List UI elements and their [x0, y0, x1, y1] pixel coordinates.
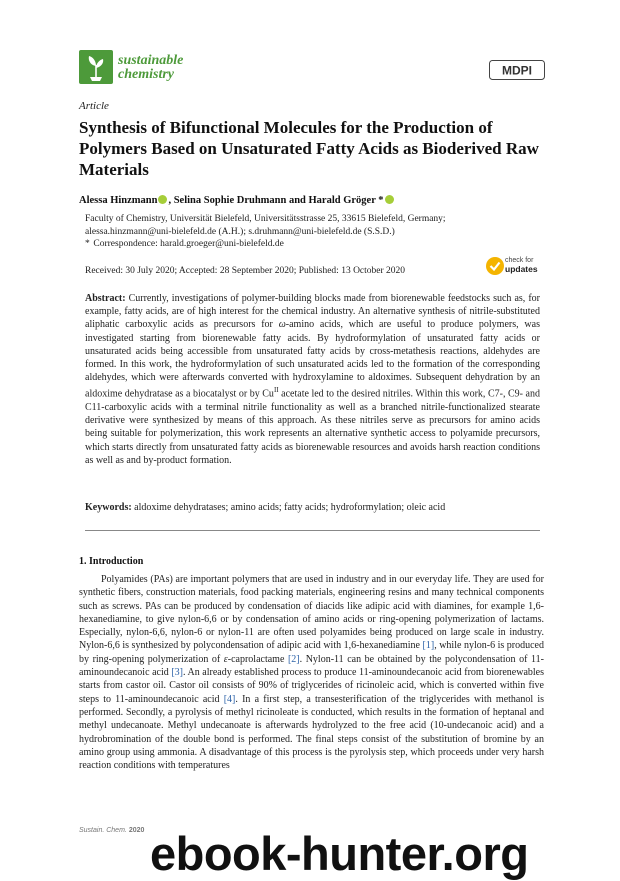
check-for-updates-line2: updates [505, 264, 538, 274]
author-name: Alessa Hinzmann [79, 195, 158, 206]
article-title: Synthesis of Bifunctional Molecules for the Production of Polymers Based on Unsaturated Fatty Acids as Bioderived Raw Materials [79, 118, 539, 179]
affiliation-line: Faculty of Chemistry, Universität Bielefeld, Universitätsstrasse 25, 33615 Bielefeld, Germany; [85, 214, 446, 224]
introduction-paragraph [79, 573, 544, 772]
orcid-icon[interactable] [158, 195, 167, 204]
affiliations [85, 213, 545, 251]
journal-name [118, 54, 258, 82]
orcid-icon[interactable] [385, 195, 394, 204]
author-list [79, 195, 395, 206]
citation-link[interactable]: [1] [422, 640, 435, 652]
footer-year: 2020 [128, 827, 145, 834]
check-for-updates-icon [485, 254, 505, 278]
journal-name-line2: chemistry [118, 67, 174, 82]
body-text: . An already established process to produce 11-aminoundecanoic acid from biorenewables starts from castor oil. Castor oil consists of 90% of triglycerides of ricinoleic acid, which is converted within five steps to 11-aminoundecanoic acid [79, 667, 545, 705]
section-divider [85, 530, 540, 531]
body-text: . Nylon-11 can be obtained by the polycondensation of 11-aminoundecanoic acid [79, 653, 544, 679]
cu-oxidation-state: II [273, 386, 279, 395]
body-text: . In a first step, a transesterification of the triglycerides with methanol is performed. Secondly, a pyrolysis of methyl ricinoleate is conducted, which results in the formation of heptanal and methyl undecanoate. Methyl undecanoate is afterwards hydrolyzed to the free acid (10-undecanoic acid) and a hydrobromination of the double bond is performed. The final steps consist of the substitution of bromine by an amino group using ammonia. A disadvantage of this process is the pyrolysis step, which proceeds under very harsh reaction conditions with temperatures [79, 693, 545, 772]
journal-logo-icon [79, 50, 113, 84]
body-text: -caprolactame [227, 653, 288, 665]
page-footer [79, 827, 144, 834]
citation-link[interactable]: [3] [171, 667, 183, 679]
publisher-name: MDPI [502, 63, 532, 78]
abstract-text: -amino acids, which are useful to produce polymers, was investigated starting from biorenewable fatty acids. By hydroformylation of unsaturated fatty acids or unsaturated acids being accessible from unsaturated fatty acids by cross-metathesis reactions, aldehydes are formed. In this work, the hydroformylation of such unsaturated acids led to the formation of the corresponding aldehydes, which were afterwards converted with hydroxylamine to aldoximes. Subsequent dehydration by an aldoxime dehydratase as a biocatalyst or by Cu [85, 319, 540, 400]
keywords-label: Keywords: [85, 502, 132, 513]
keywords [85, 502, 540, 513]
keywords-text: aldoxime dehydratases; amino acids; fatty acids; hydroformylation; oleic acid [131, 502, 446, 513]
publication-dates: Received: 30 July 2020; Accepted: 28 September 2020; Published: 13 October 2020 [85, 266, 406, 276]
author-names-rest: , Selina Sophie Druhmann and Harald Gröger * [168, 195, 384, 206]
affiliation-emails: alessa.hinzmann@uni-bielefeld.de (A.H.); s.druhmann@uni-bielefeld.de (S.S.D.) [85, 226, 395, 237]
body-text: , while nylon-6 is produced by ring-opening polymerization of [79, 640, 544, 665]
journal-name-line1: sustainable [118, 53, 184, 68]
omega-symbol: ω [278, 319, 286, 331]
correspondence-email: Correspondence: harald.groeger@uni-bielefeld.de [93, 239, 284, 249]
abstract [85, 292, 540, 467]
citation-link[interactable]: [2] [287, 653, 300, 665]
article-type: Article [79, 100, 109, 112]
check-for-updates-label [505, 257, 538, 275]
body-text: Polyamides (PAs) are important polymers that are used in industry and in our everyday life. They are used for synthetic fibers, construction materials, food packing materials, engineering resins and many technical components such as screws. PAs can be produced by condensation of diacids like adipic acid with diamines, for example 1,6-hexanediamine, to give nylon-6,6 or by condensation of amino acids or ring-opening polymerization of lactams. Especially, nylon-6,6, nylon-6 or nylon-11 are often used polyamides being produced on large scale in industry. Nylon-6,6 is synthesized by polycondensation of adipic acid with 1,6-hexanediamine [79, 574, 544, 652]
watermark: ebook-hunter.org [150, 827, 529, 880]
journal-abbrev: Sustain. Chem. [79, 827, 127, 834]
abstract-label: Abstract: [85, 293, 126, 304]
citation-link[interactable]: [4] [223, 693, 236, 705]
epsilon-symbol: ε [223, 653, 228, 665]
abstract-text: Currently, investigations of polymer-building blocks made from biorenewable feedstocks such as, for example, fatty acids, are of high interest for the chemical industry. An alternative synthesis of nitrile-substituted aliphatic carboxylic acids as precursors for [85, 293, 540, 331]
check-for-updates-line1: check for [505, 257, 534, 264]
correspondence-mark: * [85, 239, 90, 249]
abstract-text: acetate led to the desired nitriles. Within this work, C7-, C9- and C11-carboxylic acids with a terminal nitrile functionality as well as a branched nitrile-functionalized stearate derivative were synthesized by means of this approach. As these nitriles serve as precursors for amino acids being suitable for polymerization, this work represents an alternative synthetic access to polyamide precursors, which starts directly from unsaturated fatty acids as biorenewable resources and avoids harsh reaction conditions as well as and by-product formation. [85, 388, 540, 466]
section-heading: 1. Introduction [79, 556, 144, 567]
correspondence [85, 238, 545, 251]
mdpi-logo [489, 60, 545, 80]
